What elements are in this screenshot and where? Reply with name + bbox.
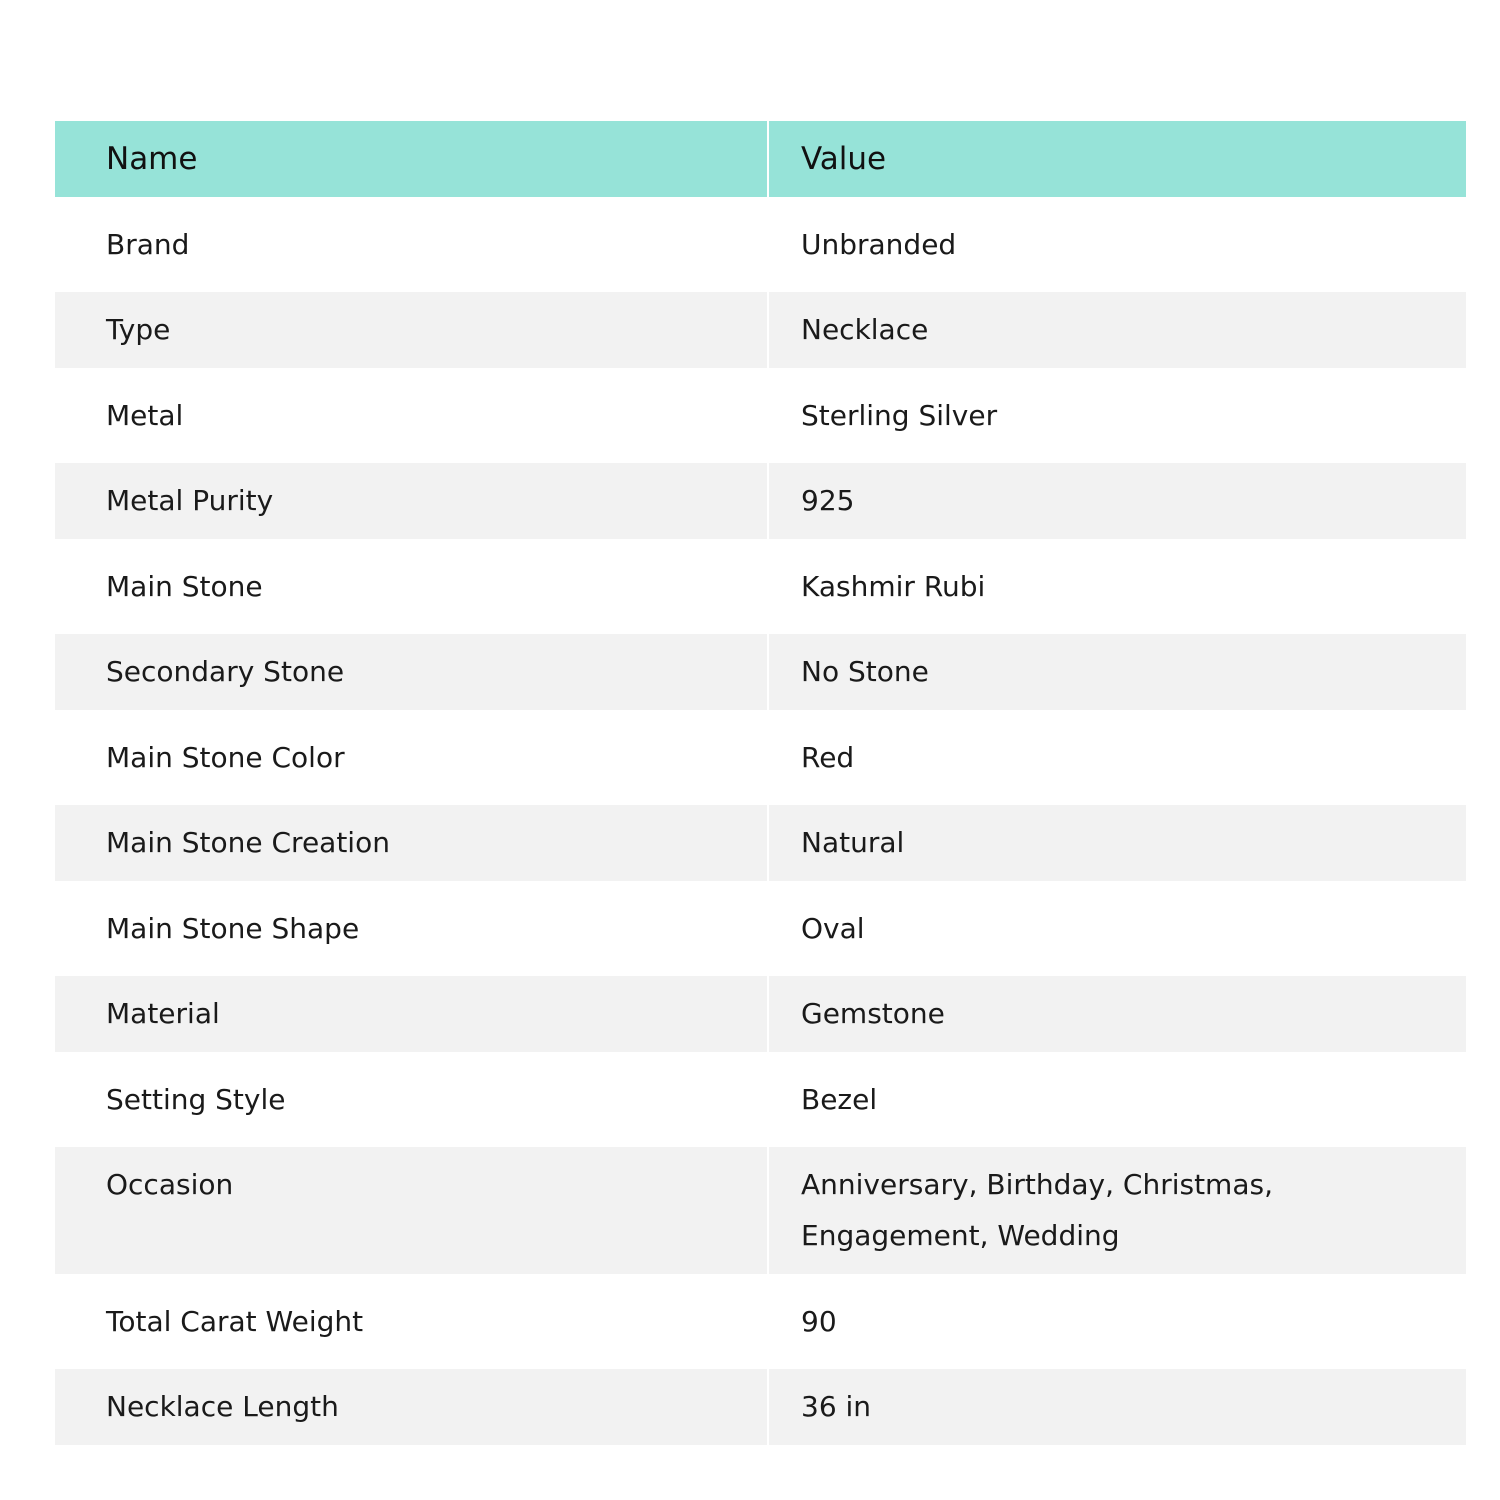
row-value-cell: 925 [767, 463, 1466, 539]
table-row [55, 1369, 1466, 1445]
table-row [55, 1274, 1466, 1369]
value-column-header: Value [767, 121, 1466, 197]
row-value-cell: Anniversary, Birthday, Christmas, Engagement, Wedding [767, 1147, 1466, 1274]
row-value-cell: Red [767, 710, 1466, 805]
table-row [55, 539, 1466, 634]
table-row [55, 1147, 1466, 1274]
row-value-cell: Oval [767, 881, 1466, 976]
table-row [55, 881, 1466, 976]
row-name-cell: Material [55, 976, 767, 1052]
row-name-cell: Total Carat Weight [55, 1274, 767, 1369]
row-name-cell: Brand [55, 197, 767, 292]
table-row [55, 976, 1466, 1052]
row-value-cell: 36 in [767, 1369, 1466, 1445]
row-name-cell: Metal [55, 368, 767, 463]
specifications-table [55, 121, 1466, 1445]
row-name-cell: Type [55, 292, 767, 368]
table-row [55, 805, 1466, 881]
row-name-cell: Main Stone [55, 539, 767, 634]
name-column-header: Name [55, 121, 767, 197]
table-header [55, 121, 1466, 197]
table-row [55, 292, 1466, 368]
row-value-cell: 90 [767, 1274, 1466, 1369]
row-name-cell: Main Stone Shape [55, 881, 767, 976]
table-row [55, 368, 1466, 463]
row-value-cell: Kashmir Rubi [767, 539, 1466, 634]
row-value-cell: Necklace [767, 292, 1466, 368]
row-name-cell: Occasion [55, 1147, 767, 1274]
table-row [55, 1052, 1466, 1147]
row-value-cell: No Stone [767, 634, 1466, 710]
table-row [55, 634, 1466, 710]
row-name-cell: Main Stone Color [55, 710, 767, 805]
row-value-cell: Sterling Silver [767, 368, 1466, 463]
header-row [55, 121, 1466, 197]
table-row [55, 463, 1466, 539]
row-name-cell: Metal Purity [55, 463, 767, 539]
table-row [55, 710, 1466, 805]
row-name-cell: Necklace Length [55, 1369, 767, 1445]
row-name-cell: Secondary Stone [55, 634, 767, 710]
row-name-cell: Main Stone Creation [55, 805, 767, 881]
row-value-cell: Unbranded [767, 197, 1466, 292]
row-value-cell: Bezel [767, 1052, 1466, 1147]
table-body [55, 197, 1466, 1445]
row-name-cell: Setting Style [55, 1052, 767, 1147]
table-row [55, 197, 1466, 292]
row-value-cell: Natural [767, 805, 1466, 881]
row-value-cell: Gemstone [767, 976, 1466, 1052]
